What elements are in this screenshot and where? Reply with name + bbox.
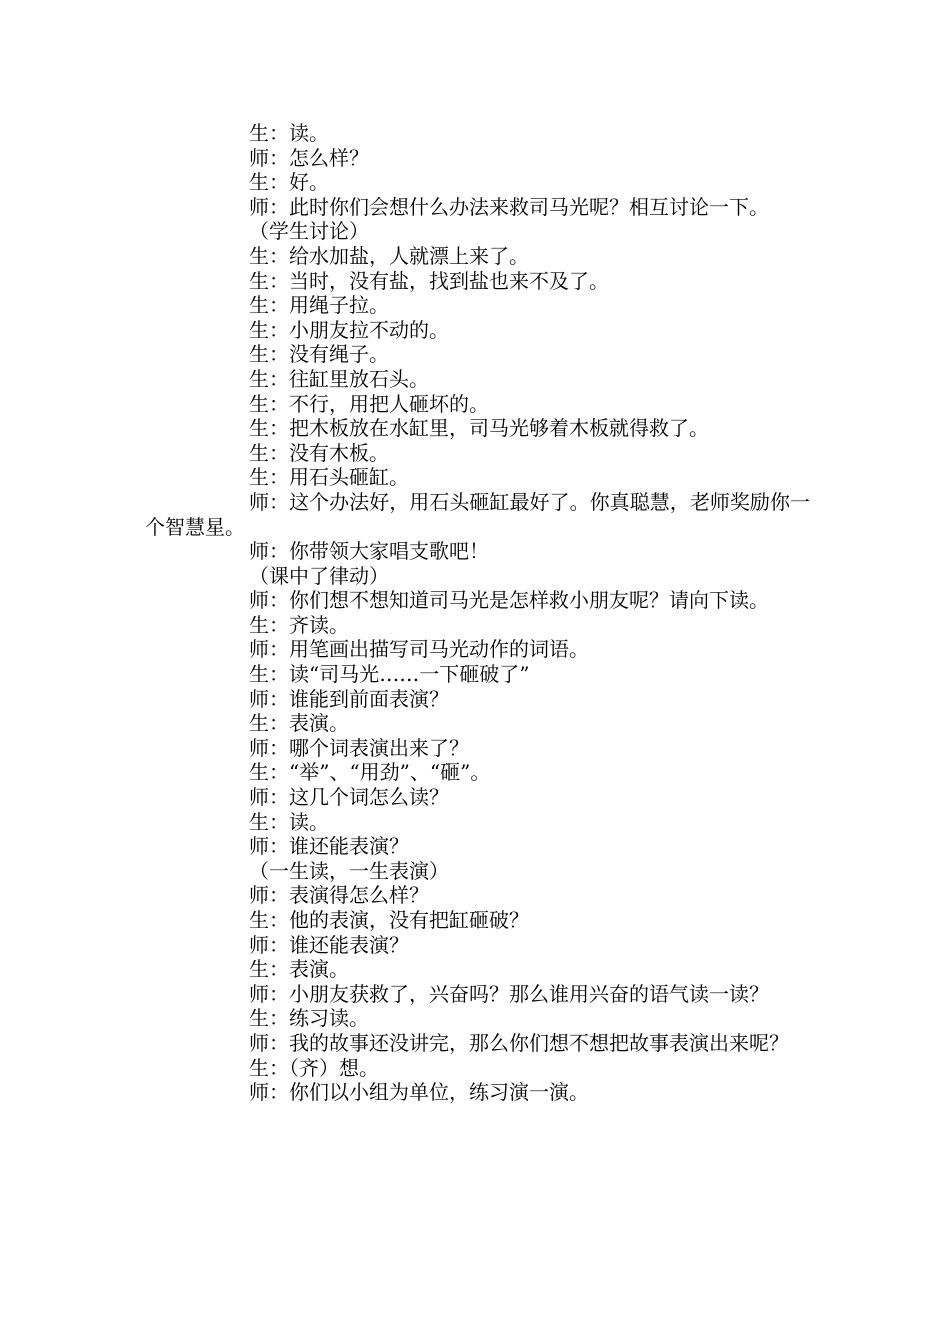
dialogue-text (145, 121, 810, 1105)
paragraph: 生：把木板放在水缸里，司马光够着木板就得救了。 (249, 416, 709, 441)
paragraph: （课中了律动） (249, 563, 389, 588)
paragraph: 师：怎么样？ (249, 145, 369, 170)
paragraph: 师：用笔画出描写司马光动作的词语。 (249, 637, 589, 662)
paragraph: 生：“举”、“用劲”、“砸”。 (249, 760, 491, 785)
paragraph: 师：这几个词怎么读？ (249, 785, 449, 810)
paragraph: 师：你们以小组为单位，练习演一演。 (249, 1080, 589, 1105)
paragraph: 师：此时你们会想什么办法来救司马光呢？相互讨论一下。 (249, 194, 769, 219)
paragraph: 生：当时，没有盐，找到盐也来不及了。 (249, 268, 609, 293)
paragraph: 师：你带领大家唱支歌吧！ (249, 539, 489, 564)
paragraph: 师：我的故事还没讲完，那么你们想不想把故事表演出来呢？ (249, 1030, 789, 1055)
paragraph: 生：没有绳子。 (249, 342, 389, 367)
paragraph: 生：读。 (249, 121, 329, 145)
paragraph: 生：用石头砸缸。 (249, 465, 409, 490)
paragraph: 师：哪个词表演出来了？ (249, 735, 469, 760)
paragraph: 生：往缸里放石头。 (249, 366, 429, 391)
paragraph: 生：表演。 (249, 957, 349, 982)
paragraph: 生：没有木板。 (249, 440, 389, 465)
paragraph: （一生读，一生表演） (249, 858, 449, 883)
paragraph: 生：用绳子拉。 (249, 293, 389, 318)
paragraph: 生：读。 (249, 809, 329, 834)
paragraph: 生：小朋友拉不动的。 (249, 317, 449, 342)
paragraph: 生：练习读。 (249, 1006, 369, 1031)
paragraph: 生：不行，用把人砸坏的。 (249, 391, 489, 416)
paragraph: 生：给水加盐，人就漂上来了。 (249, 243, 529, 268)
paragraph: 生：（齐）想。 (249, 1055, 379, 1080)
paragraph: 生：读“司马光……一下砸破了” (249, 662, 530, 687)
paragraph: 师：这个办法好，用石头砸缸最好了。你真聪慧，老师奖励你一个智慧星。 (145, 489, 810, 539)
paragraph: 师：你们想不想知道司马光是怎样救小朋友呢？请向下读。 (249, 588, 769, 613)
paragraph: 生：他的表演，没有把缸砸破？ (249, 908, 529, 932)
paragraph: 师：小朋友获救了，兴奋吗？那么谁用兴奋的语气读一读？ (249, 981, 769, 1006)
paragraph: 生：表演。 (249, 711, 349, 736)
paragraph: 生：好。 (249, 170, 329, 195)
paragraph: 师：谁能到前面表演？ (249, 686, 449, 711)
paragraph: 生：齐读。 (249, 612, 349, 637)
paragraph: 师：谁还能表演？ (249, 932, 409, 957)
paragraph: （学生讨论） (249, 219, 369, 244)
paragraph: 师：表演得怎么样？ (249, 883, 429, 908)
paragraph: 师：谁还能表演？ (249, 834, 409, 859)
